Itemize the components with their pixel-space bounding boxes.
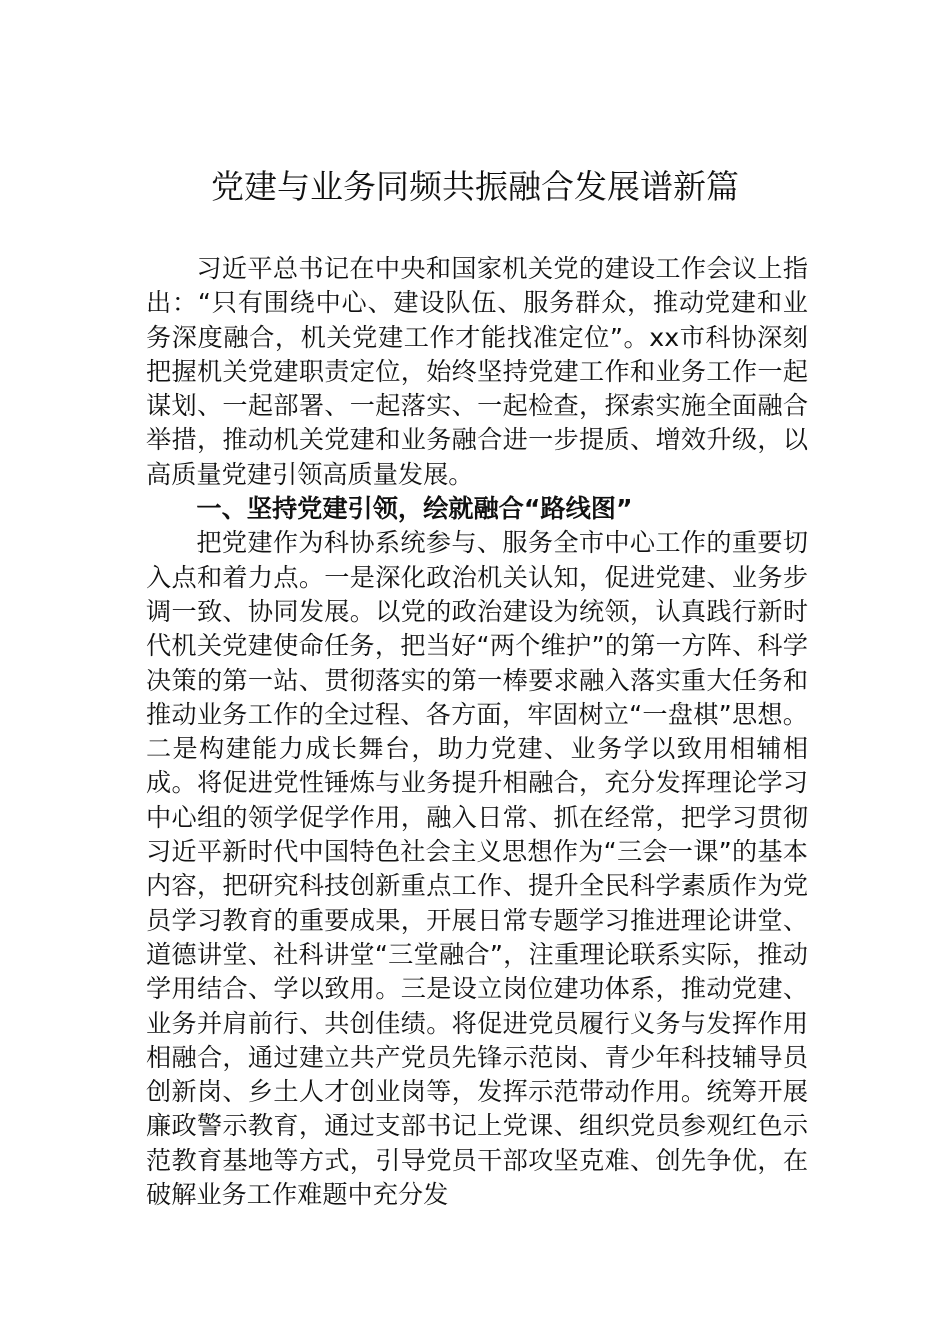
document-title: 党建与业务同频共振融合发展谱新篇 — [211, 167, 739, 206]
intro-paragraph: 习近平总书记在中央和国家机关党的建设工作会议上指出：“只有围绕中心、建设队伍、服务群众，推动党建和业务深度融合，机关党建工作才能找准定位”。xx市科协深刻把握机关党建职责定位，始终坚持党建工作和业务工作一起谋划、一起部署、一起落实、一起检查，探索实施全面融合举措，推动机关党建和业务融合进一步提质、增效升级，以高质量党建引领高质量发展。 — [146, 254, 808, 489]
section-1-paragraph: 把党建作为科协系统参与、服务全市中心工作的重要切入点和着力点。一是深化政治机关认知，促进党建、业务步调一致、协同发展。以党的政治建设为统领，认真践行新时代机关党建使命任务，把当好“两个维护”的第一方阵、科学决策的第一站、贯彻落实的第一棒要求融入落实重大任务和推动业务工作的全过程、各方面，牢固树立“一盘棋”思想。二是构建能力成长舞台，助力党建、业务学以致用相辅相成。将促进党性锤炼与业务提升相融合，充分发挥理论学习中心组的领学促学作用，融入日常、抓在经常，把学习贯彻习近平新时代中国特色社会主义思想作为“三会一课”的基本内容，把研究科技创新重点工作、提升全民科学素质作为党员学习教育的重要成果，开展日常专题学习推进理论讲堂、道德讲堂、社科讲堂“三堂融合”，注重理论联系实际，推动学用结合、学以致用。三是设立岗位建功体系，推动党建、业务并肩前行、共创佳绩。将促进党员履行义务与发挥作用相融合，通过建立共产党员先锋示范岗、青少年科技辅导员创新岗、乡土人才创业岗等，发挥示范带动作用。统筹开展廉政警示教育，通过支部书记上党课、组织党员参观红色示范教育基地等方式，引导党员干部攻坚克难、创先争优，在破解业务工作难题中充分发 — [146, 528, 808, 1210]
section-heading-1: 一、坚持党建引领，绘就融合“路线图” — [196, 494, 633, 524]
document-body — [146, 252, 808, 1212]
